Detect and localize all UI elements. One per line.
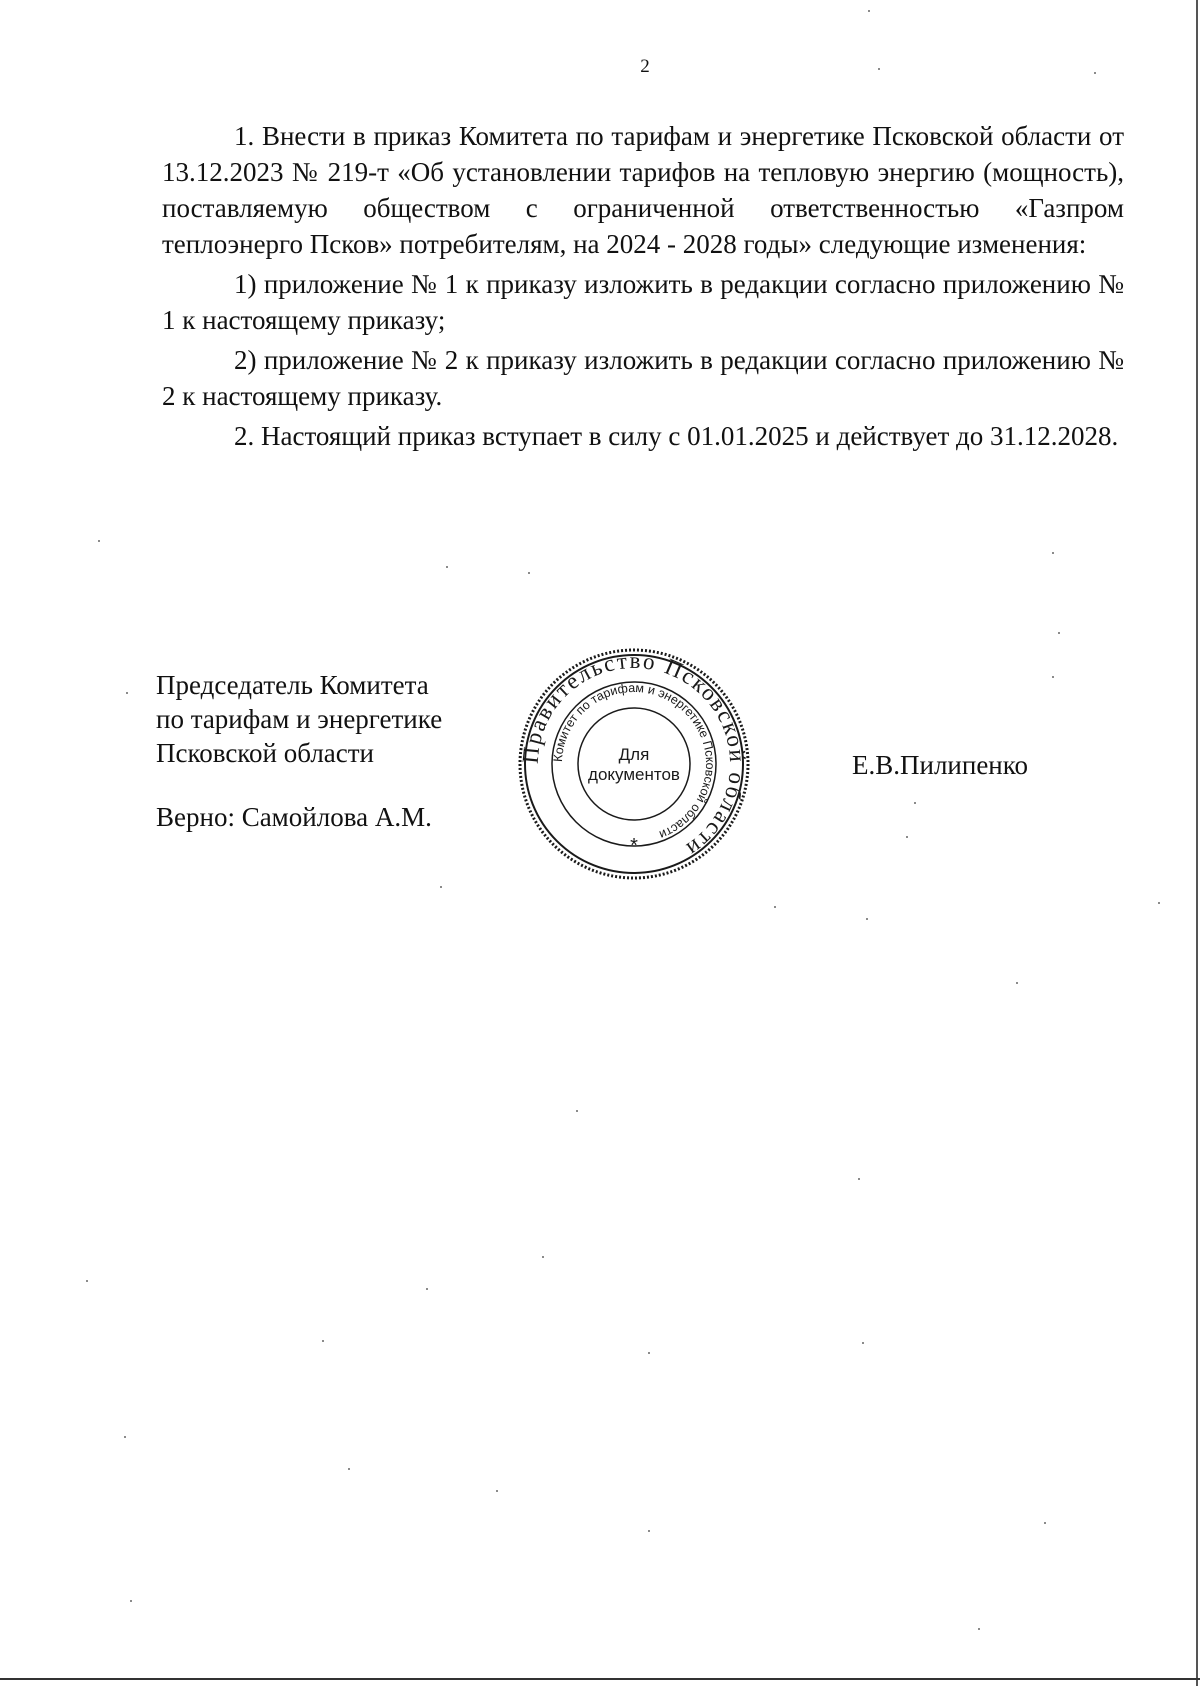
stamp-star: * bbox=[630, 835, 638, 857]
scan-speck bbox=[868, 10, 870, 12]
document-body bbox=[162, 118, 1124, 458]
signatory-title-line-1: Председатель Комитета bbox=[156, 670, 429, 700]
scan-speck bbox=[906, 836, 908, 838]
scan-speck bbox=[648, 1530, 650, 1532]
scan-speck bbox=[124, 1436, 126, 1438]
scan-edge-bottom bbox=[0, 1678, 1200, 1680]
stamp-center-line-2: документов bbox=[588, 765, 680, 784]
paragraph-1-item-1: 1) приложение № 1 к приказу изложить в редакции согласно приложению № 1 к настоящему приказу; bbox=[162, 269, 1124, 335]
scan-speck bbox=[1158, 902, 1160, 904]
scan-speck bbox=[1058, 632, 1060, 634]
paragraph-2: 2. Настоящий приказ вступает в силу с 01.01.2025 и действует до 31.12.2028. bbox=[234, 421, 1119, 451]
scan-speck bbox=[978, 1628, 980, 1630]
scan-speck bbox=[322, 1340, 324, 1342]
scan-speck bbox=[1094, 72, 1096, 74]
page-number: 2 bbox=[640, 56, 650, 77]
scan-speck bbox=[1052, 552, 1054, 554]
signer-name: Е.В.Пилипенко bbox=[852, 750, 1029, 780]
scan-speck bbox=[1016, 982, 1018, 984]
scan-speck bbox=[86, 1280, 88, 1282]
scan-speck bbox=[496, 1490, 498, 1492]
scan-speck bbox=[576, 1110, 578, 1112]
scan-speck bbox=[528, 572, 530, 574]
signatory-title-line-3: Псковской области bbox=[156, 738, 375, 768]
scan-speck bbox=[862, 1342, 864, 1344]
stamp-inner-text: Комитет по тарифам и энергетике Псковской области bbox=[550, 680, 718, 842]
scan-speck bbox=[866, 918, 868, 920]
stamp-outer-text: Правительство Псковской области bbox=[517, 647, 751, 863]
scan-speck bbox=[648, 1352, 650, 1354]
scan-speck bbox=[130, 1600, 132, 1602]
paragraph-1-item-2: 2) приложение № 2 к приказу изложить в редакции согласно приложению № 2 к настоящему приказу. bbox=[162, 345, 1124, 411]
scan-speck bbox=[98, 540, 100, 542]
scan-speck bbox=[1044, 1522, 1046, 1524]
certified-copy-note: Верно: Самойлова А.М. bbox=[156, 802, 432, 832]
scan-speck bbox=[126, 692, 128, 694]
stamp-center-line-1: Для bbox=[618, 745, 650, 764]
scan-speck bbox=[914, 802, 916, 804]
scan-speck bbox=[440, 886, 442, 888]
scan-speck bbox=[542, 1256, 544, 1258]
signatory-title bbox=[156, 668, 442, 770]
scan-speck bbox=[774, 906, 776, 908]
scan-speck bbox=[1052, 676, 1054, 678]
scan-edge-right bbox=[1196, 0, 1198, 1686]
scan-speck bbox=[878, 68, 880, 70]
signatory-title-line-2: по тарифам и энергетике bbox=[156, 704, 443, 734]
scan-speck bbox=[426, 1288, 428, 1290]
paragraph-1: 1. Внести в приказ Комитета по тарифам и энергетике Псковской области от 13.12.2023 № 219-т «Об установлении тарифов на тепловую энергию (мощность), поставляемую обществом с ограниченной ответственностью «Газпром теплоэнерго Псков» потребителям, на 2024 - 2028 годы» следующие изменения: bbox=[162, 121, 1124, 259]
scan-speck bbox=[858, 1178, 860, 1180]
stamp-seal-graphic bbox=[516, 646, 752, 882]
official-stamp bbox=[516, 646, 752, 882]
scan-speck bbox=[446, 566, 448, 568]
scan-speck bbox=[348, 1468, 350, 1470]
